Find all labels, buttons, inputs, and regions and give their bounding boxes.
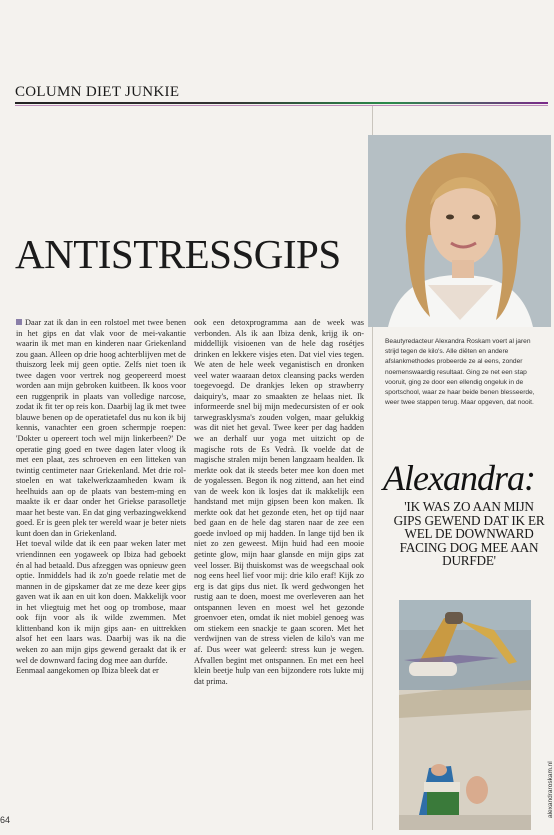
pull-quote: 'IK WAS ZO AAN MIJN GIPS GEWEND DAT IK ER WEL DE DOWNWARD FACING DOG MEE AAN DURFDE' [393,499,545,569]
body-paragraph [16,539,186,666]
body-paragraph [16,318,186,539]
header-rule [15,102,548,104]
paragraph-marker-icon [16,319,22,325]
article-headline: ANTISTRESSGIPS [15,231,341,277]
yoga-illustration [399,600,531,830]
author-signature: Alexandra: [383,458,535,498]
author-portrait [368,135,551,327]
article-column-left [16,318,186,677]
body-paragraph [16,666,186,677]
header-rule-accent [15,105,548,106]
section-label: COLUMN DIET JUNKIE [15,84,180,100]
body-text: Daar zat ik dan in een rolstoel met twee benen in het gips en dat vlak voor de mei-vakantie waarin ik met man en kinderen naar Griekenland zou gaan. Alleen op drie hoog achterblijven met de thuiszorg leek mij geen optie. Zelfs niet toen ik twee dagen voor vertrek nog geopereerd moest worden aan mijn gebroken kuitbeen. Ik koos voor een ruggenprik in plaats van volledige narcose, zodat ik fit ter op reis kon. Daarbij lag ik met twee blauwe benen op de operatietafel dus nu kon ik bij kennis, vanachter een groen schermpje roepen: 'Dokter u opereert toch wel mijn linkerbeen?' De operatie ging goed en twee dagen later vloog ik met een plaat, zes schroeven en een litteken van twintig centimeter naar Griekenland. Met drie rol-stoelen en wat takelwerkzaamheden kwam ik heelhuids aan op de plaats van bestem-ming en maakte ik er daar onder het Griekse parasolletje maar het beste van. En dat ging verbazingwekkend goed. Er is geen plek ter wereld waar je beter niets kunt doen dan in Griekenland. [16,318,186,538]
body-text: Het toeval wilde dat ik een paar weken later met vriendinnen een yogaweek op Ibiza had geboekt én al had betaald. Dus afzeggen was opnieuw geen optie. Inmiddels had ik zo'n goede relatie met de mannen in de gipskamer dat ze me deze keer gips gaven wat ik aan en uit kon doen. Makkelijk voor in het vliegtuig met het oog op trombose, maar ook fijn voor als ik wilde zwemmen. Met klittenband kon ik mijn gips aan- en uittrekken alsof het een laars was. Daarbij was ik na die weken zo aan mijn gips gewend geraakt dat ik er wel de downward facing dog mee aan durfde. [16,539,186,665]
website-credit: alexandraroskam.nl [547,761,554,818]
portrait-illustration [368,135,551,327]
body-paragraph: ook een detoxprogramma aan de week was verbonden. Als ik aan Ibiza denk, krijg ik on-middellijk visioenen van de hele dag rosétjes drinken en lekkere visjes eten. Dat viel vies tegen. We aten de hele week veganistisch en dronken veel water waaraan detox cleansing packs werden toegevoegd. De drankjes leken op strawberry daiquiry's, maar zo smaakten ze helaas niet. Ik informeerde snel bij mijn medecursisten of er ook tarwegrasklysma's zouden volgen, maar gelukkig was dit niet het geval. Twee keer per dag hadden we an derhalf uur yoga met uitzicht op de magische rots de Es Vedrà. Ik voelde dat de magische stralen mijn benen langzaam healden. Ik merkte ook dat ik steeds beter mee kon doen met de yogalessen. Begon ik nog zittend, aan het eind van de week kon ik losjes dat ik makkelijk een handstand met mijn gipsen been kon maken. Ik merkte ook dat het gezonde eten, het op tijd naar bed gaan en de hele dag staren naar de zee een goede invloed op mij hadden. In lange tijd ben ik niet zo zen geweest. Mijn huid had een mooie getinte glow, mijn haar glansde en mijn gips zat veel losser. Bij thuiskomst was de weegschaal ook nog eens heel lief voor mij: drie kilo eraf! Kijk zo erg is dat gips dus niet. Ik werd gedwongen het rustig aan te doen, moest me overleveren aan het ontspannen leven en moest wel het gezonde groenvoer eten, omdat ik niet mobiel genoeg was om stiekem een snackje te gaan scoren. Met het verdwijnen van de stress vielen de kilo's van me af. Dus weer wat geleerd: stress kun je wegen. Afvallen begint met ontspannen. En met een heel klein beetje hulp van een bijzondere rots lukte mij dat prima. [194,318,364,686]
article-column-right [194,318,364,687]
page-number: 64 [0,815,11,825]
yoga-photo [399,600,531,830]
body-text: Eenmaal aangekomen op Ibiza bleek dat er [16,666,159,676]
author-bio-caption: Beautyredacteur Alexandra Roskam voert al jaren strijd tegen de kilo's. Alle diëten en andere afslankmethodes probeerde ze al eens, zonder noemenswaardig resultaat. Ging ze net een stap vooruit, ging ze door een ellendig ongeluk in de sportschool, waar ze haar beide benen blesseerde, weer twee stappen terug. Maar opgeven, dat nooit. [385,338,535,407]
